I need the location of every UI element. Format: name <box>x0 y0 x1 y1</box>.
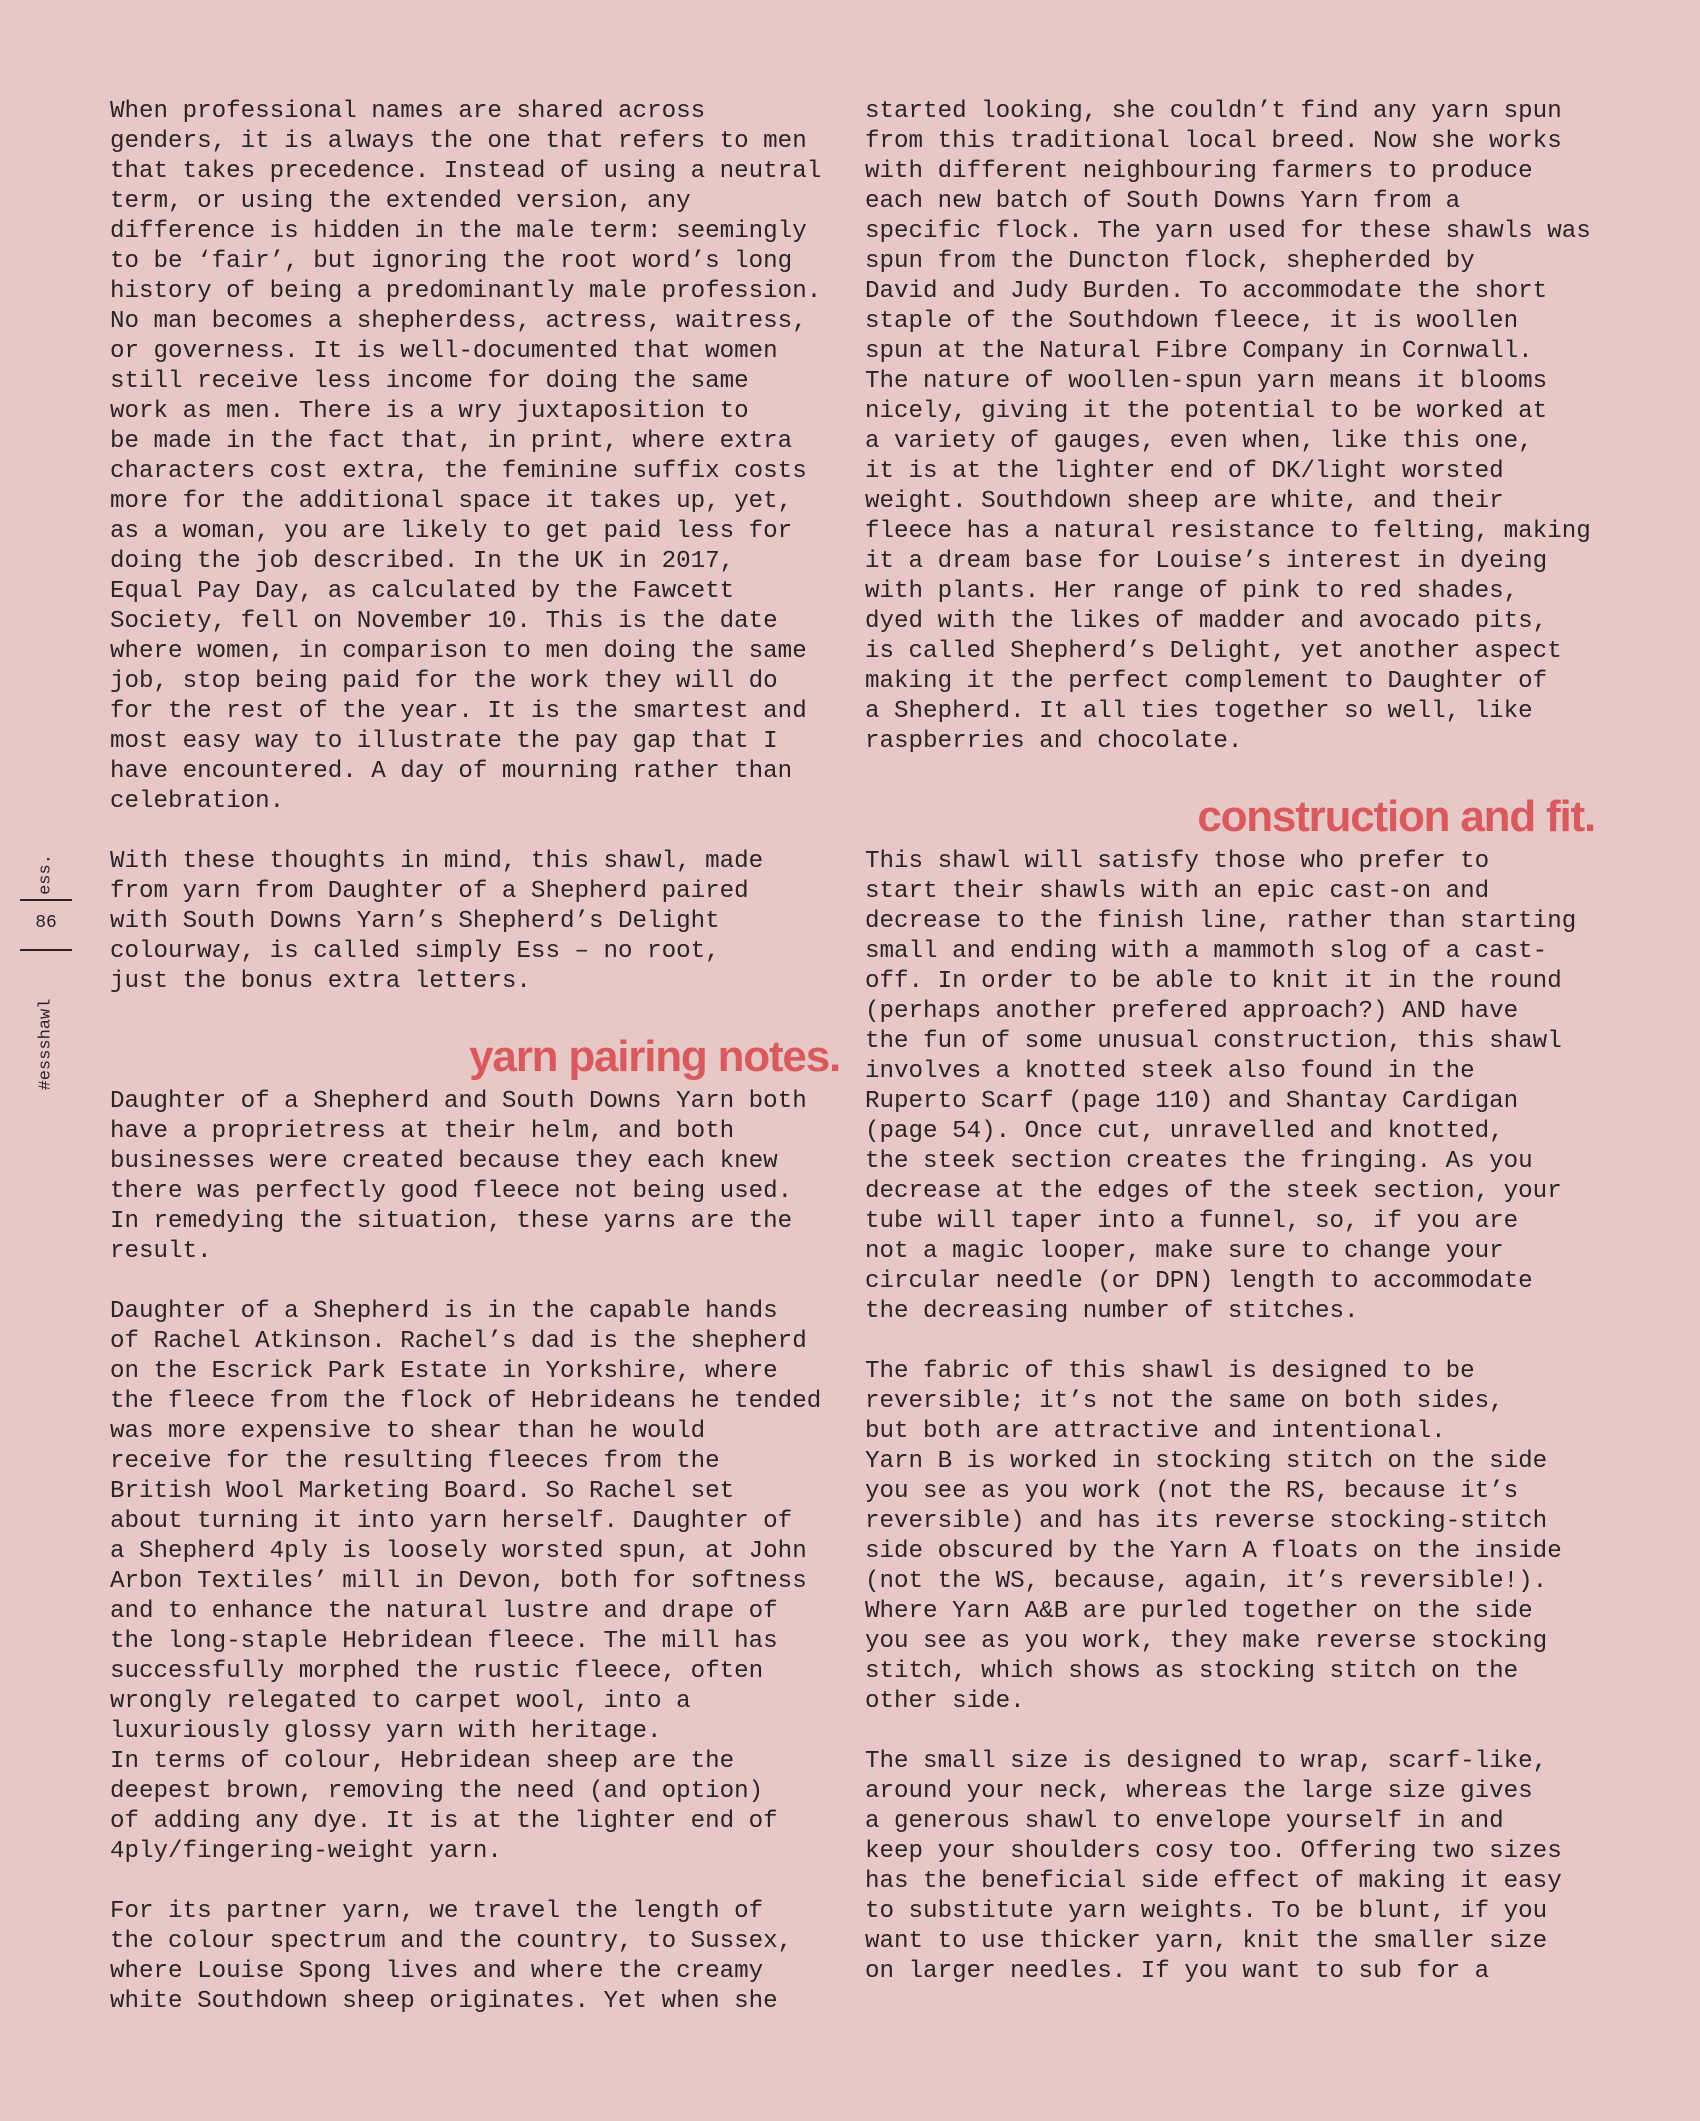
text-line: In terms of colour, Hebridean sheep are the <box>110 1748 735 1775</box>
text-line: David and Judy Burden. To accommodate the short <box>865 278 1548 305</box>
text-line: genders, it is always the one that refers to men <box>110 128 807 155</box>
text-line: result. <box>110 1238 212 1265</box>
text-line: and to enhance the natural lustre and drape of <box>110 1598 778 1625</box>
text-line: want to use thicker yarn, knit the smaller size <box>865 1928 1548 1955</box>
text-line: staple of the Southdown fleece, it is woollen <box>865 308 1519 335</box>
text-line: successfully morphed the rustic fleece, often <box>110 1658 764 1685</box>
text-line: have a proprietress at their helm, and both <box>110 1118 735 1145</box>
text-line: other side. <box>865 1688 1025 1715</box>
text-line: luxuriously glossy yarn with heritage. <box>110 1718 662 1745</box>
text-line: dyed with the likes of madder and avocado pits, <box>865 608 1548 635</box>
divider <box>20 949 72 951</box>
text-line: of Rachel Atkinson. Rachel’s dad is the shepherd <box>110 1328 807 1355</box>
text-line: The fabric of this shawl is designed to be <box>865 1358 1475 1385</box>
text-line: the long-staple Hebridean fleece. The mill has <box>110 1628 778 1655</box>
text-line: The small size is designed to wrap, scarf-like, <box>865 1748 1548 1775</box>
text-line: each new batch of South Downs Yarn from a <box>865 188 1461 215</box>
text-line: where Louise Spong lives and where the creamy <box>110 1958 764 1985</box>
text-line: started looking, she couldn’t find any yarn spun <box>865 98 1562 125</box>
text-line: around your neck, whereas the large size gives <box>865 1778 1533 1805</box>
paragraph <box>110 1897 840 2017</box>
section-heading-yarn-pairing: yarn pairing notes. <box>469 1032 840 1081</box>
text-line: wrongly relegated to carpet wool, into a <box>110 1688 691 1715</box>
text-line: with South Downs Yarn’s Shepherd’s Delight <box>110 908 720 935</box>
text-line: Daughter of a Shepherd is in the capable hands <box>110 1298 778 1325</box>
text-line: stitch, which shows as stocking stitch on the <box>865 1658 1519 1685</box>
text-line: you see as you work, they make reverse stocking <box>865 1628 1548 1655</box>
text-line: businesses were created because they each knew <box>110 1148 778 1175</box>
text-line: the steek section creates the fringing. As you <box>865 1148 1533 1175</box>
text-line: Daughter of a Shepherd and South Downs Yarn both <box>110 1088 807 1115</box>
text-line: term, or using the extended version, any <box>110 188 691 215</box>
text-line: deepest brown, removing the need (and option) <box>110 1778 764 1805</box>
page-number: 86 <box>35 913 57 933</box>
paragraph <box>865 97 1595 757</box>
text-line: tube will taper into a funnel, so, if you are <box>865 1208 1519 1235</box>
text-line: be made in the fact that, in print, where extra <box>110 428 793 455</box>
text-line: it a dream base for Louise’s interest in dyeing <box>865 548 1548 575</box>
paragraph-spacer <box>110 1867 840 1897</box>
text-line: of adding any dye. It is at the lighter end of <box>110 1808 778 1835</box>
text-line: to be ‘fair’, but ignoring the root word’s long <box>110 248 793 275</box>
text-line: characters cost extra, the feminine suffix costs <box>110 458 807 485</box>
text-line: a generous shawl to envelope yourself in and <box>865 1808 1504 1835</box>
text-line: about turning it into yarn herself. Daughter of <box>110 1508 793 1535</box>
text-line: In remedying the situation, these yarns are the <box>110 1208 793 1235</box>
text-line: where women, in comparison to men doing the same <box>110 638 807 665</box>
divider <box>20 899 72 901</box>
text-line: side obscured by the Yarn A floats on the inside <box>865 1538 1562 1565</box>
text-line: the fun of some unusual construction, this shawl <box>865 1028 1562 1055</box>
text-line: to substitute yarn weights. To be blunt, if you <box>865 1898 1548 1925</box>
magazine-name: ess. <box>36 854 56 895</box>
text-line: history of being a predominantly male profession. <box>110 278 822 305</box>
text-line: that takes precedence. Instead of using a neutral <box>110 158 822 185</box>
text-line: was more expensive to shear than he would <box>110 1418 706 1445</box>
text-line: job, stop being paid for the work they will do <box>110 668 778 695</box>
text-line: British Wool Marketing Board. So Rachel set <box>110 1478 735 1505</box>
text-line: keep your shoulders cosy too. Offering two sizes <box>865 1838 1562 1865</box>
paragraph-spacer <box>865 1717 1595 1747</box>
text-line: start their shawls with an epic cast-on and <box>865 878 1490 905</box>
text-line: more for the additional space it takes up, yet, <box>110 488 793 515</box>
text-line: spun from the Duncton flock, shepherded by <box>865 248 1475 275</box>
text-line: the fleece from the flock of Hebrideans he tended <box>110 1388 822 1415</box>
text-line: just the bonus extra letters. <box>110 968 531 995</box>
text-line: have encountered. A day of mourning rather than <box>110 758 793 785</box>
text-line: (page 54). Once cut, unravelled and knotted, <box>865 1118 1504 1145</box>
text-line: When professional names are shared across <box>110 98 706 125</box>
text-line: raspberries and chocolate. <box>865 728 1243 755</box>
text-line: decrease at the edges of the steek section, your <box>865 1178 1562 1205</box>
text-line: spun at the Natural Fibre Company in Cornwall. <box>865 338 1533 365</box>
text-line: from this traditional local breed. Now she works <box>865 128 1562 155</box>
text-line: Arbon Textiles’ mill in Devon, both for softness <box>110 1568 807 1595</box>
left-column <box>110 97 840 2017</box>
text-line: (perhaps another prefered approach?) AND have <box>865 998 1519 1025</box>
text-line: has the beneficial side effect of making it easy <box>865 1868 1562 1895</box>
text-line: making it the perfect complement to Daughter of <box>865 668 1548 695</box>
text-line: This shawl will satisfy those who prefer to <box>865 848 1490 875</box>
text-line: a variety of gauges, even when, like this one, <box>865 428 1533 455</box>
text-line: a Shepherd 4ply is loosely worsted spun, at John <box>110 1538 807 1565</box>
text-line: Ruperto Scarf (page 110) and Shantay Cardigan <box>865 1088 1519 1115</box>
text-line: small and ending with a mammoth slog of a cast- <box>865 938 1548 965</box>
text-line: as a woman, you are likely to get paid less for <box>110 518 793 545</box>
text-line: circular needle (or DPN) length to accommodate <box>865 1268 1533 1295</box>
paragraph-spacer <box>865 1327 1595 1357</box>
text-line: With these thoughts in mind, this shawl, made <box>110 848 764 875</box>
text-line: you see as you work (not the RS, because it’s <box>865 1478 1519 1505</box>
text-line: white Southdown sheep originates. Yet when she <box>110 1988 778 2015</box>
paragraph <box>865 847 1595 1327</box>
text-line: still receive less income for doing the same <box>110 368 749 395</box>
text-line: (not the WS, because, again, it’s reversible!). <box>865 1568 1548 1595</box>
text-line: most easy way to illustrate the pay gap that I <box>110 728 778 755</box>
text-line: The nature of woollen-spun yarn means it blooms <box>865 368 1548 395</box>
text-line: reversible) and has its reverse stocking-stitch <box>865 1508 1548 1535</box>
text-line: is called Shepherd’s Delight, yet another aspect <box>865 638 1562 665</box>
text-line: or governess. It is well-documented that women <box>110 338 778 365</box>
text-line: reversible; it’s not the same on both sides, <box>865 1388 1504 1415</box>
paragraph-spacer <box>110 1267 840 1297</box>
text-line: weight. Southdown sheep are white, and their <box>865 488 1504 515</box>
text-line: nicely, giving it the potential to be worked at <box>865 398 1548 425</box>
right-column <box>865 97 1595 1987</box>
text-line: work as men. There is a wry juxtaposition to <box>110 398 749 425</box>
paragraph-spacer <box>110 817 840 847</box>
text-line: celebration. <box>110 788 285 815</box>
paragraph <box>110 97 840 817</box>
text-line: No man becomes a shepherdess, actress, waitress, <box>110 308 807 335</box>
text-line: the decreasing number of stitches. <box>865 1298 1359 1325</box>
text-line: involves a knotted steek also found in the <box>865 1058 1475 1085</box>
text-line: receive for the resulting fleeces from the <box>110 1448 720 1475</box>
text-line: for the rest of the year. It is the smartest and <box>110 698 807 725</box>
text-line: specific flock. The yarn used for these shawls was <box>865 218 1591 245</box>
text-line: Equal Pay Day, as calculated by the Fawcett <box>110 578 735 605</box>
text-line: Society, fell on November 10. This is the date <box>110 608 778 635</box>
paragraph <box>110 1087 840 1267</box>
paragraph <box>865 1357 1595 1717</box>
text-line: there was perfectly good fleece not being used. <box>110 1178 793 1205</box>
text-line: on larger needles. If you want to sub for a <box>865 1958 1490 1985</box>
text-line: but both are attractive and intentional. <box>865 1418 1446 1445</box>
text-line: not a magic looper, make sure to change your <box>865 1238 1504 1265</box>
paragraph <box>110 847 840 997</box>
paragraph <box>865 1747 1595 1987</box>
paragraph-spacer <box>110 997 840 1027</box>
text-line: a Shepherd. It all ties together so well, like <box>865 698 1533 725</box>
text-line: For its partner yarn, we travel the length of <box>110 1898 764 1925</box>
text-line: with plants. Her range of pink to red shades, <box>865 578 1519 605</box>
text-line: difference is hidden in the male term: seemingly <box>110 218 807 245</box>
text-line: 4ply/fingering-weight yarn. <box>110 1838 502 1865</box>
text-line: doing the job described. In the UK in 2017, <box>110 548 735 575</box>
section-heading-construction: construction and fit. <box>1197 792 1595 841</box>
text-line: it is at the lighter end of DK/light worsted <box>865 458 1504 485</box>
text-line: fleece has a natural resistance to felting, making <box>865 518 1591 545</box>
text-line: decrease to the finish line, rather than starting <box>865 908 1577 935</box>
text-line: on the Escrick Park Estate in Yorkshire, where <box>110 1358 778 1385</box>
text-line: colourway, is called simply Ess – no root, <box>110 938 720 965</box>
text-line: from yarn from Daughter of a Shepherd paired <box>110 878 749 905</box>
text-line: Where Yarn A&B are purled together on the side <box>865 1598 1533 1625</box>
paragraph-spacer <box>865 757 1595 787</box>
text-line: off. In order to be able to knit it in the round <box>865 968 1562 995</box>
hashtag: #essshawl <box>36 998 56 1091</box>
text-line: with different neighbouring farmers to produce <box>865 158 1533 185</box>
paragraph <box>110 1297 840 1867</box>
text-line: the colour spectrum and the country, to Sussex, <box>110 1928 793 1955</box>
text-line: Yarn B is worked in stocking stitch on the side <box>865 1448 1548 1475</box>
